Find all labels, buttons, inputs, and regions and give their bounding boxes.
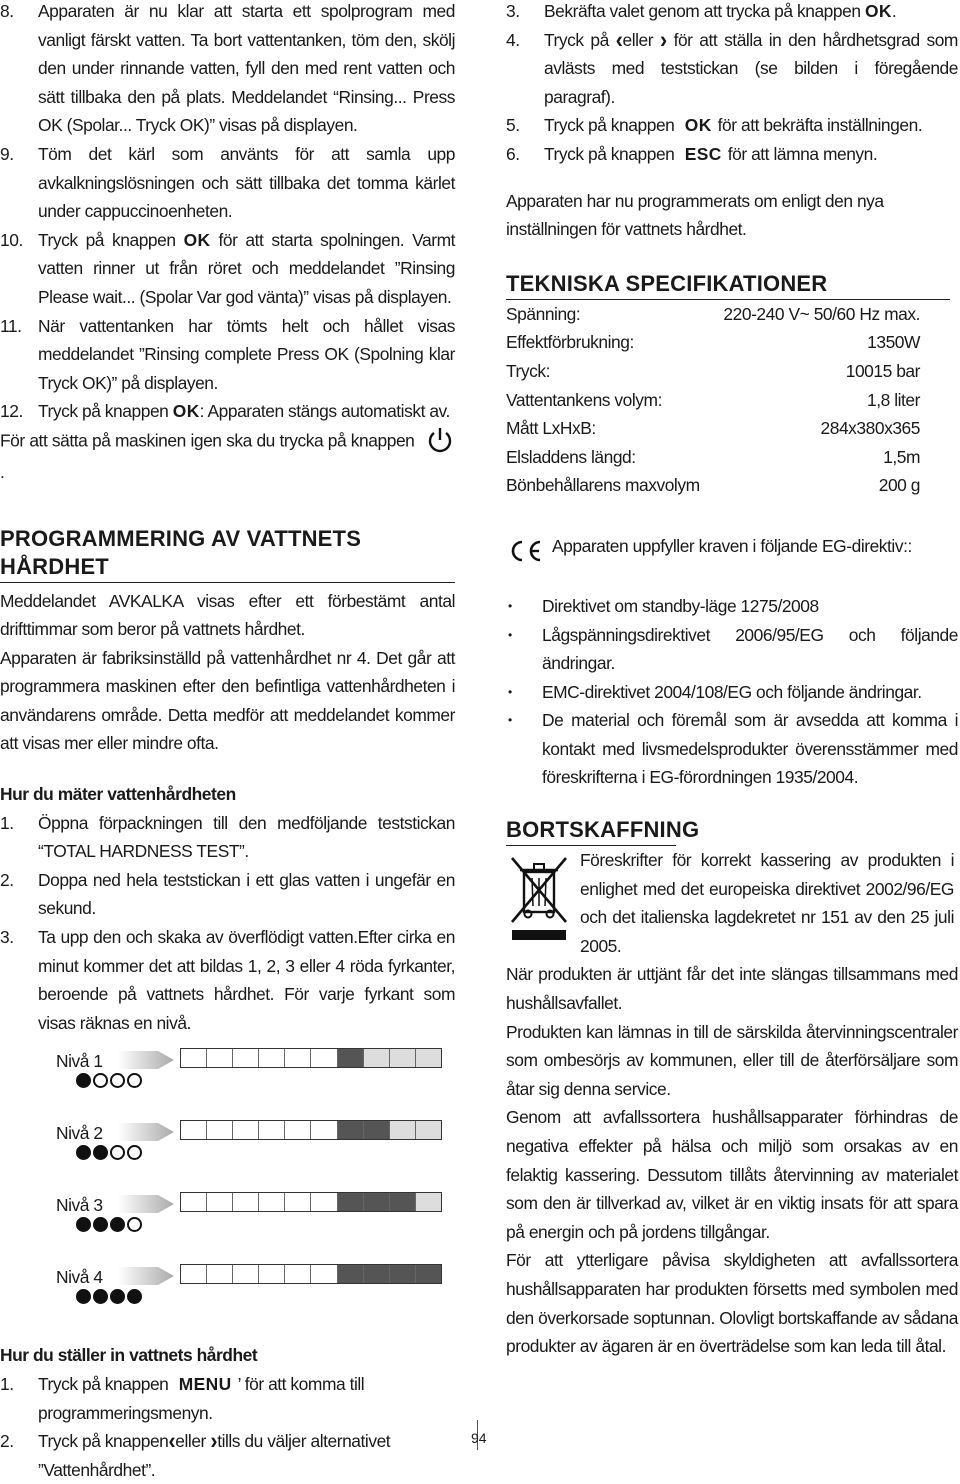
step-text-pre: Bekräfta valet genom att trycka på knappen [544, 1, 861, 21]
disposal-section [506, 846, 958, 1361]
strip-square [363, 1265, 389, 1283]
restart-end: . [0, 461, 5, 482]
step-text-mid: eller [622, 29, 654, 50]
test-strip [180, 1192, 442, 1212]
spec-row [506, 443, 920, 472]
empty-dot [110, 1145, 125, 1160]
strip-square [415, 1049, 441, 1067]
spec-table [506, 300, 958, 500]
spec-label: Bönbehållarens maxvolym [506, 475, 700, 496]
spec-row [506, 328, 920, 357]
step-number: 3. [0, 927, 14, 948]
step-number: 1. [0, 1374, 14, 1394]
right-column [506, 0, 958, 1361]
step-text: Doppa ned hela teststickan i ett glas vatten i ungefär en sekund. [38, 869, 455, 919]
power-icon [425, 426, 455, 458]
strip-square [181, 1121, 206, 1139]
set-step-2 [0, 1427, 455, 1484]
step-text [38, 397, 455, 426]
disposal-paragraph-2: När produkten är uttjänt får det inte slängas tillsammans med hushållsavfallet. [506, 964, 958, 1014]
restart-text: För att sätta på maskinen igen ska du trycka på knappen [0, 430, 415, 451]
step-11 [0, 312, 455, 398]
filled-dot [76, 1217, 91, 1232]
strip-square [389, 1265, 415, 1283]
strip-square [206, 1049, 232, 1067]
step-text: När vattentanken har tömts helt och hållet visas meddelandet ”Rinsing complete Press OK (Spolning klar Tryck OK)” på displayen. [38, 315, 455, 393]
set-heading: Hur du ställer in vattnets hårdhet [0, 1345, 258, 1366]
strip-square [389, 1121, 415, 1139]
hardness-level-3 [0, 1191, 455, 1261]
strip-square [258, 1193, 284, 1211]
step-number: 10. [0, 229, 23, 250]
step-text-pre: Tryck på knappen [38, 1374, 169, 1394]
strip-square [310, 1121, 336, 1139]
directive-text: De material och föremål som är avsedda att komma i kontakt med livsmedelsprodukter överensstämmer med föreskrifterna i EG-förordningen 1935/2004. [542, 710, 958, 788]
strip-square [206, 1121, 232, 1139]
spec-label: Elsladdens längd: [506, 446, 636, 467]
ok-key-label: OK [864, 1, 892, 21]
strip-square [415, 1121, 441, 1139]
strip-square [284, 1049, 310, 1067]
strip-square [284, 1193, 310, 1211]
step-text [38, 1370, 455, 1427]
spec-value: 220-240 V~ 50/60 Hz max. [723, 303, 920, 324]
directive-text: EMC-direktivet 2004/108/EG och följande ändringar. [542, 681, 922, 702]
filled-dot [93, 1289, 108, 1304]
chevron-left-icon: ‹ [615, 25, 623, 53]
list-item [506, 621, 958, 678]
step-number: 12. [0, 401, 23, 422]
strip-square [363, 1193, 389, 1211]
bullet-icon: • [508, 598, 512, 613]
spec-label: Mått LxHxB: [506, 418, 596, 439]
strip-square [206, 1193, 232, 1211]
disposal-heading: BORTSKAFFNING [506, 816, 676, 846]
arrow-right-icon [118, 1119, 174, 1145]
spec-label: Spänning: [506, 303, 581, 324]
ce-text: Apparaten uppfyller kraven i följande EG-direktiv:: [552, 535, 912, 556]
restart-instruction [0, 426, 455, 487]
level-label: Nivå 2 [56, 1123, 103, 1144]
strip-square [232, 1265, 258, 1283]
measure-step [0, 923, 455, 1037]
strip-square [181, 1049, 206, 1067]
set-step-1 [0, 1370, 455, 1427]
list-item [506, 706, 958, 792]
strip-square [415, 1193, 441, 1211]
strip-square [389, 1049, 415, 1067]
programming-paragraph-1: Meddelandet AVKALKA visas efter ett förbestämt antal drifttimmar som beror på vattnets hårdhet. [0, 590, 455, 640]
filled-dot [127, 1289, 142, 1304]
step-number: 4. [506, 29, 520, 50]
step-text: Ta upp den och skaka av överflödigt vatten.Efter cirka en minut kommer det att bildas 1, 2, 3 eller 4 röda fyrkanter, beroende på vattnets hårdhet. För varje fyrkant som visas räknas en nivå. [38, 927, 455, 1033]
step-text-post: för att bekräfta inställningen. [717, 115, 923, 136]
step-text [544, 111, 958, 140]
esc-key-label: ESC [684, 143, 722, 164]
disposal-paragraph-3: Produkten kan lämnas in till de särskilda återvinningscentraler som ombesörjs av kommunen, eller till de återförsäljare som åtar sig denna service. [506, 1021, 958, 1099]
step-text: Töm det kärl som använts för att samla upp avkalkningslösningen och sätt tillbaka det tomma kärlet under cappuccinoenheten. [38, 143, 455, 222]
filled-dot [110, 1217, 125, 1232]
step-number: 2. [0, 1431, 14, 1452]
filled-dot [76, 1145, 91, 1160]
strip-square [181, 1265, 206, 1283]
empty-dot [127, 1217, 142, 1232]
hardness-levels [0, 1047, 455, 1337]
step-number: 9. [0, 143, 14, 164]
empty-dot [93, 1073, 108, 1088]
level-dots [76, 1145, 142, 1160]
strip-square [337, 1049, 363, 1067]
filled-dot [76, 1073, 91, 1088]
strip-square [337, 1193, 363, 1211]
programmed-note: Apparaten har nu programmerats om enligt den nya inställningen för vattnets hårdhet. [506, 190, 884, 240]
step-text [544, 0, 958, 26]
level-dots [76, 1217, 142, 1232]
step-3 [506, 0, 958, 26]
step-6 [506, 140, 958, 169]
strip-square [181, 1193, 206, 1211]
spec-heading: TEKNISKA SPECIFIKATIONER [506, 270, 950, 300]
test-strip [180, 1048, 442, 1068]
level-label: Nivå 1 [56, 1051, 103, 1072]
filled-dot [93, 1145, 108, 1160]
arrow-right-icon [118, 1191, 174, 1217]
spec-value: 1350W [867, 332, 920, 353]
step-text [38, 1427, 455, 1484]
crossed-bin-icon [506, 850, 572, 942]
spec-value: 200 g [878, 475, 920, 496]
level-dots [76, 1289, 142, 1304]
strip-square [284, 1121, 310, 1139]
page-number: 94 [471, 1430, 487, 1446]
step-text-pre: Tryck på knappen [38, 1431, 169, 1452]
bullet-icon: • [508, 627, 512, 642]
chevron-right-icon: › [659, 25, 667, 53]
strip-square [284, 1265, 310, 1283]
step-text-pre: Tryck på knappen [38, 401, 169, 422]
directive-text: Direktivet om standby-läge 1275/2008 [542, 595, 819, 616]
hardness-level-4 [0, 1263, 455, 1333]
empty-dot [127, 1073, 142, 1088]
bullet-icon: • [508, 713, 512, 728]
spec-row [506, 386, 920, 415]
step-number: 8. [0, 1, 14, 21]
level-label: Nivå 4 [56, 1267, 103, 1288]
spec-value: 10015 bar [845, 360, 920, 381]
disposal-paragraph-4: Genom att avfallssortera hushållsapparater förhindras de negativa effekter på hälsa och miljö som orsakas av en felaktig kassering. Dessutom tillåts återvinning av materialet som den är tillverkad av, vilket är en viktig insats för att spara på energin och på jordens tillgångar. [506, 1107, 958, 1242]
chevron-left-icon: ‹ [168, 1426, 176, 1455]
strip-square [258, 1121, 284, 1139]
strip-square [258, 1049, 284, 1067]
level-dots [76, 1073, 142, 1088]
directive-text: Lågspänningsdirektivet 2006/95/EG och följande ändringar. [542, 624, 958, 674]
hardness-level-1 [0, 1047, 455, 1117]
strip-square [232, 1049, 258, 1067]
test-strip [180, 1120, 442, 1140]
strip-square [206, 1265, 232, 1283]
step-text-post: ’ för att komma till programmeringsmenyn. [38, 1374, 365, 1423]
ce-mark-icon [506, 538, 544, 564]
measure-step [0, 809, 455, 866]
ok-key-label: OK [172, 401, 200, 422]
filled-dot [93, 1217, 108, 1232]
step-number: 3. [506, 1, 520, 21]
step-text-post: : Apparaten stängs automatiskt av. [199, 401, 450, 422]
empty-dot [110, 1073, 125, 1088]
step-12 [0, 397, 455, 426]
strip-square [310, 1193, 336, 1211]
list-item [506, 592, 958, 621]
spec-row [506, 300, 920, 329]
empty-dot [127, 1145, 142, 1160]
measure-steps [0, 809, 455, 1038]
step-text-post: för att starta spolningen. Varmt vatten rinner ut från röret och meddelandet ”Rinsing Please wait... (Spolar Var god vänta)” visas på displayen. [38, 229, 456, 307]
spec-label: Tryck: [506, 360, 550, 381]
step-text-post: tills du väljer alternativet ”Vattenhårdhet”. [38, 1431, 391, 1480]
step-text [38, 226, 455, 312]
disposal-paragraph-1: Föreskrifter för korrekt kassering av produkten i enlighet med det europeiska direktivet 2002/96/EG och det italienska lagdekretet nr 151 av den 25 juli 2005. [580, 850, 954, 956]
list-item [506, 678, 958, 707]
programming-heading: PROGRAMMERING AV VATTNETS HÅRDHET [0, 525, 455, 583]
step-text-post: för att ställa in den hårdhetsgrad som avlästs med teststickan (se bilden i föregående paragraf). [544, 29, 958, 107]
step-10 [0, 226, 455, 312]
strip-square [337, 1265, 363, 1283]
step-text: Apparaten är nu klar att starta ett spolprogram med vanligt färskt vatten. Ta bort vattentanken, töm den, skölj den under rinnande vatten, fyll den med rent vatten och sätt tillbaka den på plats. Meddelandet “Rinsing... Press OK (Spolar... Tryck OK)” visas på displayen. [38, 1, 455, 136]
step-text-pre: Tryck på knappen [38, 229, 176, 250]
directive-list [506, 592, 958, 792]
ok-key-label: OK [684, 115, 712, 136]
step-text: Öppna förpackningen till den medföljande teststickan “TOTAL HARDNESS TEST”. [38, 812, 455, 862]
step-text-pre: Tryck på [544, 29, 609, 50]
spec-value: 284x380x365 [820, 418, 920, 439]
step-text-mid: eller [175, 1431, 206, 1452]
spec-row [506, 357, 920, 386]
filled-dot [76, 1289, 91, 1304]
step-5 [506, 111, 958, 140]
step-number: 5. [506, 115, 520, 136]
menu-key-label: MENU [178, 1374, 232, 1394]
bullet-icon: • [508, 684, 512, 699]
measure-heading: Hur du mäter vattenhårdheten [0, 784, 236, 805]
strip-square [415, 1265, 441, 1283]
hardness-level-2 [0, 1119, 455, 1189]
step-number: 6. [506, 143, 520, 164]
left-column [0, 0, 455, 1484]
strip-square [389, 1193, 415, 1211]
strip-square [337, 1121, 363, 1139]
ce-block [506, 532, 958, 572]
step-text [544, 26, 958, 112]
step-text-post: . [891, 1, 897, 21]
step-number: 2. [0, 869, 14, 890]
strip-square [232, 1193, 258, 1211]
measure-step [0, 866, 455, 923]
step-number: 11. [0, 315, 22, 336]
step-text-pre: Tryck på knappen [544, 115, 675, 136]
strip-square [310, 1265, 336, 1283]
spec-label: Vattentankens volym: [506, 389, 662, 410]
step-9 [0, 140, 455, 226]
spec-label: Effektförbrukning: [506, 332, 634, 353]
strip-square [363, 1049, 389, 1067]
strip-square [310, 1049, 336, 1067]
spec-row [506, 471, 920, 500]
step-text-post: för att lämna menyn. [727, 143, 878, 164]
step-8 [0, 0, 455, 140]
step-text-pre: Tryck på knappen [544, 143, 675, 164]
step-4 [506, 26, 958, 112]
strip-square [363, 1121, 389, 1139]
spec-value: 1,5m [883, 446, 920, 467]
strip-square [232, 1121, 258, 1139]
step-text [544, 140, 958, 169]
spec-row [506, 414, 920, 443]
arrow-right-icon [118, 1263, 174, 1289]
programming-paragraph-2: Apparaten är fabriksinställd på vattenhårdhet nr 4. Det går att programmera maskinen efter den befintliga vattenhårdheten i användarens område. Detta medför att meddelandet kommer att visas mer eller mindre ofta. [0, 647, 455, 754]
ok-key-label: OK [183, 229, 211, 250]
chevron-right-icon: › [210, 1426, 218, 1455]
strip-square [258, 1265, 284, 1283]
level-label: Nivå 3 [56, 1195, 103, 1216]
step-number: 1. [0, 812, 14, 833]
test-strip [180, 1264, 442, 1284]
spec-value: 1,8 liter [867, 389, 920, 410]
filled-dot [110, 1289, 125, 1304]
disposal-paragraph-5: För att ytterligare påvisa skyldigheten att avfallssortera hushållsapparaten har produkten försetts med symbolen med den överkorsade soptunnan. Olovligt bortskaffande av sådana produkter av ägaren är en överträdelse som kan leda till åtal. [506, 1250, 958, 1357]
arrow-right-icon [118, 1047, 174, 1073]
